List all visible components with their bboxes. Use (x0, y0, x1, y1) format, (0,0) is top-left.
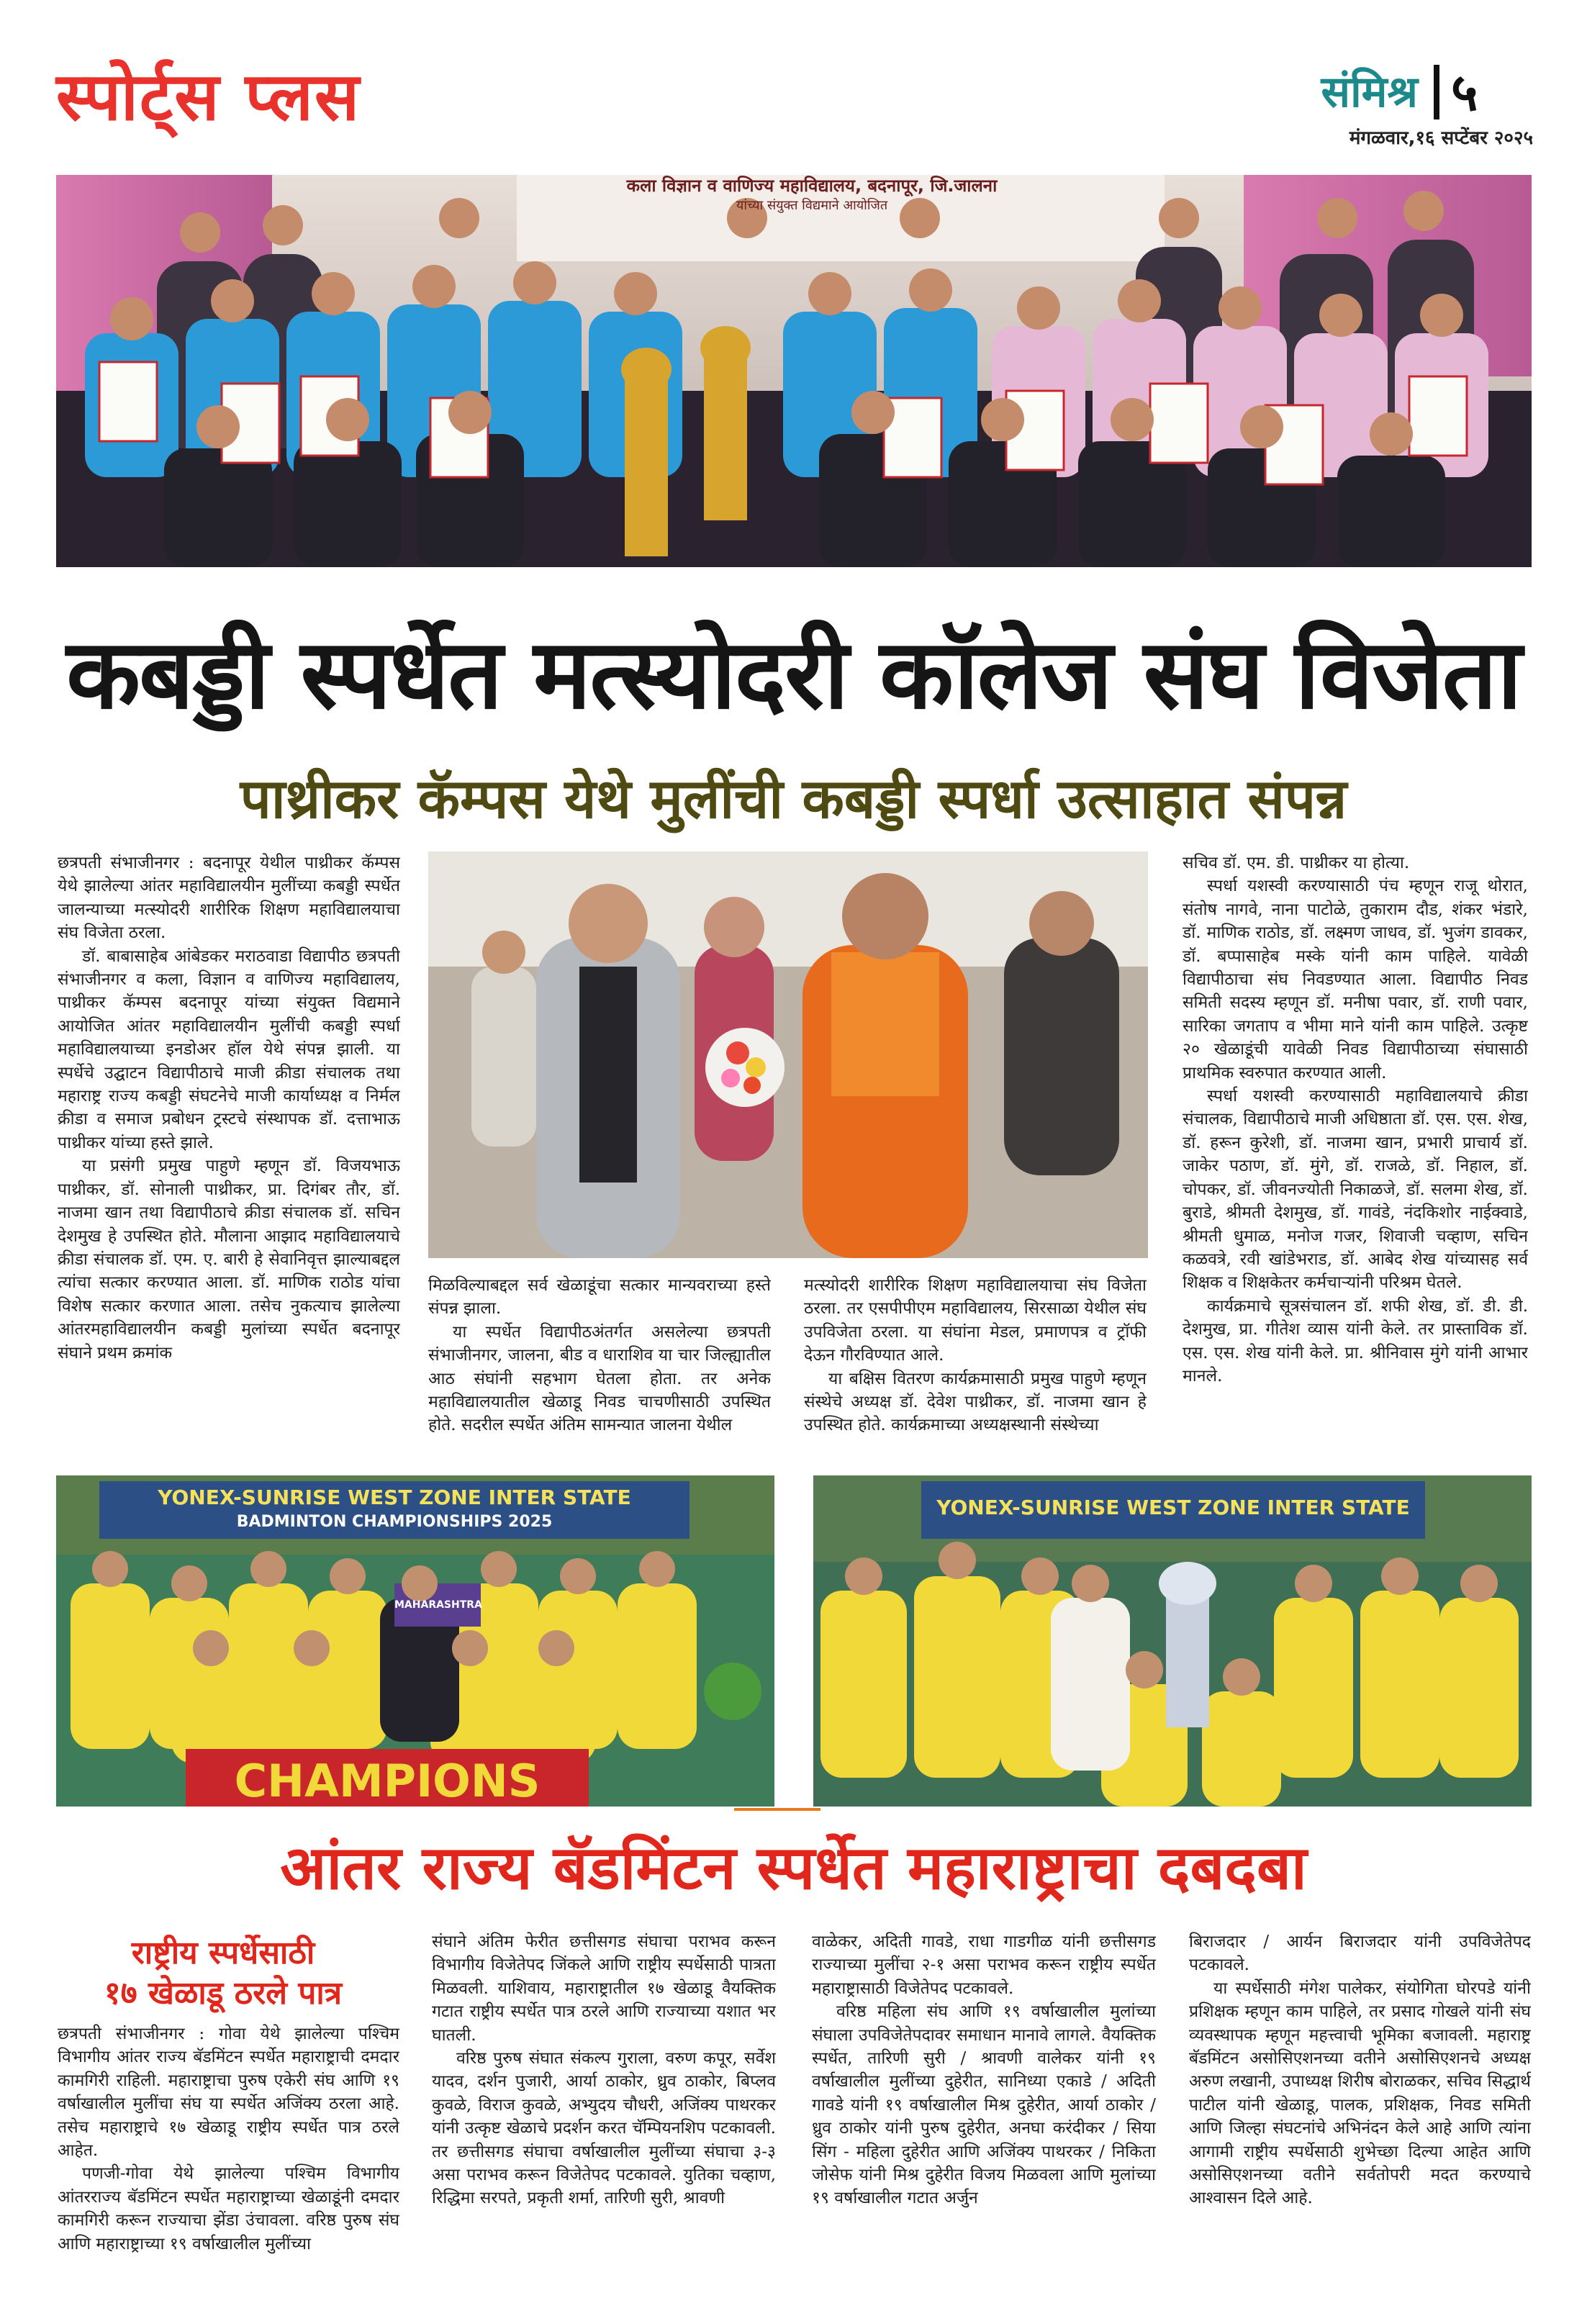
paragraph: वरिष्ठ पुरुष संघात संकल्प गुराला, वरुण कपूर, सर्वेश यादव, दर्शन पुजारी, आर्या ठाकोर, ध्रुव ठाकोर, बिप्लव कुवळे, विराज कुवळे, अभ्युदय चौधरी, अजिंक्य पाथरकर यांनी उत्कृष्ट खेळाचे प्रदर्शन करत चॅम्पियनशिप पटकावली. तर छत्तीसगड संघाचा वर्षाखालील मुलींच्या संघाचा ३-३ असा पराभव करून विजेतेपद पटकावले. युतिका चव्हाण, रिद्धिमा सरपते, प्रकृती शर्मा, तारिणी सुरी, श्रावणी (432, 2049, 776, 2208)
photo-banner-subtext: यांच्या संयुक्त विद्यमाने आयोजित (736, 198, 888, 213)
paragraph: वरिष्ठ महिला संघ आणि १९ वर्षाखालील मुलांच्या संघाला उपविजेतेपदावर समाधान मानावे लागले. वैयक्तिक स्पर्धेत, तारिणी सुरी / श्रावणी वालेकर यांनी १९ वर्षाखालील मुलींच्या दुहेरीत, सानिध्या एकाडे / अदिती गावडे यांनी १९ वर्षाखालील मिश्र दुहेरीत, आर्या ठाकोर / ध्रुव ठाकोर यांनी पुरुष दुहेरीत, अनघा करंदीकर / सिया सिंग - महिला दुहेरीत आणि अजिंक्य पाथरकर / निकिता जोसेफ यांनी मिश्र दुहेरीत विजय मिळवला आणि मुलांच्या १९ वर्षाखालील गटात अर्जुन (812, 2002, 1156, 2208)
paragraph: या स्पर्धेसाठी मंगेश पालेकर, संयोगिता घोरपडे यांनी प्रशिक्षक म्हणून काम पाहिले, तर प्रसाद गोखले यांनी संघ व्यवस्थापक म्हणून महत्त्वाची भूमिका बजावली. महाराष्ट्र बॅडमिंटन असोसिएशनच्या वतीने असोसिएशनचे अध्यक्ष अरुण लखानी, उपाध्यक्ष शिरीष बोराळकर, सचिव सिद्धार्थ पाटील यांनी खेळाडू, पालक, प्रशिक्षक, निवड समिती आणि जिल्हा संघटनांचे अभिनंदन केले आहे आणि त्यांना आगामी राष्ट्रीय स्पर्धेसाठी शुभेच्छा दिल्या आहेत आणि असोसिएशनच्या वतीने सर्वतोपरी मदत करण्याचे आश्वासन दिले आहे. (1189, 1979, 1531, 2208)
photo1-flag-text: MAHARASHTRA (394, 1599, 482, 1611)
paragraph: या बक्षिस वितरण कार्यक्रमासाठी प्रमुख पाहुणे म्हणून संस्थेचे अध्यक्ष डॉ. देवेश पाथ्रीकर, डॉ. नाजमा खान हे उपस्थित होते. कार्यक्रमाच्या अध्यक्षस्थानी संस्थेच्या (804, 1369, 1147, 1435)
paragraph: स्पर्धा यशस्वी करण्यासाठी महाविद्यालयाचे क्रीडा संचालक, विद्यापीठाचे माजी अधिष्ठाता डॉ. एस. एस. शेख, डॉ. हरून कुरेशी, डॉ. नाजमा खान, प्रभारी प्राचार्य डॉ. जाकेर पठाण, डॉ. मुंगे, डॉ. राजळे, डॉ. निहाल, डॉ. चोपकर, डॉ. जीवनज्योती निकाळजे, डॉ. सलमा शेख, डॉ. बुराडे, श्रीमती देशमुख, डॉ. गावंडे, नंदकिशोर नाईक्वाडे, श्रीमती धुमाळ, मनोज गजर, शिवाजी चव्हाण, सचिन कळवत्रे, रवी खांडेभराड, डॉ. आबेद शेख यांच्यासह सर्व शिक्षक व शिक्षकेतर कर्मचाऱ्यांनी परिश्रम घेतले. (1183, 1087, 1528, 1293)
badminton-side-headline (58, 1933, 389, 2014)
paragraph: पणजी-गोवा येथे झालेल्या पश्चिम विभागीय आंतरराज्य बॅडमिंटन स्पर्धेत महाराष्ट्राच्या खेळाडूंनी दमदार कामगिरी करून राज्याचा झेंडा उंचावला. वरिष्ठ पुरुष संघ आणि महाराष्ट्राच्या १९ वर्षाखालील मुलींच्या (58, 2164, 399, 2253)
orange-divider-line (734, 1808, 820, 1811)
badminton-champions-photo (56, 1475, 774, 1807)
story1-column-4 (1183, 851, 1528, 1449)
paragraph: स्पर्धा यशस्वी करण्यासाठी पंच म्हणून राजू थोरात, संतोष नागवे, नाना पाटोळे, तुकाराम दौड, शंकर भंडारे, डॉ. माणिक राठोड, डॉ. लक्ष्मण जाधव, डॉ. भुजंग डावकर, डॉ. बप्पासाहेब मस्के यांनी काम पाहिले. यावेळी विद्यापीठाचा संघ निवडण्यात आला. विद्यापीठ निवड समिती सदस्य म्हणून डॉ. मनीषा पवार, डॉ. राणी पवार, सारिका जगताप व भीमा माने यांनी काम पाहिले. उत्कृष्ट २० खेळाडूंची यावेळी निवड विद्यापीठाच्या संघासाठी प्राथमिक स्वरुपात करण्यात आली. (1183, 877, 1528, 1082)
paragraph: डॉ. बाबासाहेब आंबेडकर मराठवाडा विद्यापीठ छत्रपती संभाजीनगर व कला, विज्ञान व वाणिज्य महाविद्यालय, पाथ्रीकर कॅम्पस बदनापूर यांच्या संयुक्त विद्यमाने आयोजित आंतर महाविद्यालयीन मुलींची कबड्डी स्पर्धा महाविद्यालयाच्या इनडोअर हॉल येथे संपन्न झाली. या स्पर्धेचे उद्घाटन विद्यापीठाचे माजी क्रीडा संचालक तथा महाराष्ट्र राज्य कबड्डी संघटनेचे माजी कार्याध्यक्ष व निर्मल क्रीडा व समाज प्रबोधन ट्रस्टचे संस्थापक डॉ. दत्ताभाऊ पाथ्रीकर यांच्या हस्ते झाले. (58, 946, 400, 1152)
story2-column-2 (432, 1930, 776, 2303)
paragraph: कार्यक्रमाचे सूत्रसंचालन डॉ. शफी शेख, डॉ. डी. डी. देशमुख, प्रा. गीतेश व्यास यांनी केले. तर प्रास्ताविक डॉ. एस. एस. शेख यांनी केले. प्रा. श्रीनिवास मुंगे यांनी आभार मानले. (1183, 1296, 1528, 1385)
photo1-banner-text: YONEX-SUNRISE WEST ZONE INTER STATE (158, 1486, 631, 1509)
page-number: ५ (1451, 62, 1478, 122)
felicitation-photo (428, 851, 1148, 1258)
story1-column-2 (428, 1274, 771, 1450)
side-headline-line-2: १७ खेळाडू ठरले पात्र (104, 1975, 343, 2012)
photo2-banner-text: YONEX-SUNRISE WEST ZONE INTER STATE (936, 1496, 1410, 1519)
paragraph: बिराजदार / आर्यन बिराजदार यांनी उपविजेतेपद पटकावले. (1189, 1932, 1531, 1975)
story2-column-4 (1189, 1930, 1531, 2303)
issue-date: मंगळवार,१६ सप्टेंबर २०२५ (1349, 127, 1533, 149)
masthead-title: स्पोर्ट्स प्लस (56, 58, 361, 135)
story1-column-3 (804, 1274, 1147, 1450)
paragraph: मत्स्योदरी शारीरिक शिक्षण महाविद्यालयाचा संघ विजेता ठरला. तर एसपीपीएम महाविद्यालय, सिरसाळा येथील संघ उपविजेता ठरला. या संघांना मेडल, प्रमाणपत्र व ट्रॉफी देऊन गौरविण्यात आले. (804, 1276, 1147, 1365)
badminton-trophy-photo (813, 1475, 1532, 1807)
paragraph: या स्पर्धेत विद्यापीठअंतर्गत असलेल्या छत्रपती संभाजीनगर, जालना, बीड व धाराशिव या चार जिल्ह्यातील आठ संघांनी सहभाग घेतला होता. तर अनेक महाविद्यालयातील खेळाडू निवड चाचणीसाठी उपस्थित होते. सदरील स्पर्धेत अंतिम सामन्यात जालना येथील (428, 1322, 771, 1435)
photo1-banner-subtext: BADMINTON CHAMPIONSHIPS 2025 (236, 1513, 553, 1531)
paragraph: छत्रपती संभाजीनगर : गोवा येथे झालेल्या पश्चिम विभागीय आंतर राज्य बॅडमिंटन स्पर्धेत महाराष्ट्राची दमदार कामगिरी राहिली. महाराष्ट्राचा पुरुष एकेरी संघ आणि १९ वर्षाखालील मुलींचा संघ या स्पर्धेत अजिंक्य ठरला आहे. तसेच महाराष्ट्राचे १७ खेळाडू राष्ट्रीय स्पर्धेत पात्र ठरले आहेत. (58, 2025, 399, 2161)
paragraph: सचिव डॉ. एम. डी. पाथ्रीकर या होत्या. (1183, 854, 1410, 872)
masthead-section-block (1274, 56, 1533, 128)
story2-column-3 (812, 1930, 1156, 2303)
side-headline-line-1: राष्ट्रीय स्पर्धेसाठी (131, 1935, 315, 1971)
paragraph: मिळविल्याबद्दल सर्व खेळाडूंचा सत्कार मान्यवराच्या हस्ते संपन्न झाला. (428, 1276, 771, 1319)
paragraph: या प्रसंगी प्रमुख पाहुणे म्हणून डॉ. विजयभाऊ पाथ्रीकर, डॉ. सोनाली पाथ्रीकर, प्रा. दिगंबर तौर, डॉ. नाजमा खान तथा विद्यापीठाचे क्रीडा संचालक डॉ. सचिन देशमुख हे उपस्थित होते. मौलाना आझाद महाविद्यालयाचे क्रीडा संचालक डॉ. एम. ए. बारी हे सेवानिवृत्त झाल्याबद्दल त्यांचा सत्कार करण्यात आला. डॉ. माणिक राठोड यांचा विशेष सत्कार करणात आला. तसेच नुकत्याच झालेल्या आंतरमहाविद्यालयीन कबड्डी मुलांच्या स्पर्धेत बदनापूर संघाने प्रथम क्रमांक (58, 1157, 400, 1362)
photo-banner-text: कला विज्ञान व वाणिज्य महाविद्यालय, बदनापूर, जि.जालना (626, 176, 998, 196)
paragraph: संघाने अंतिम फेरीत छत्तीसगड संघाचा पराभव करून विभागीय विजेतेपद जिंकले आणि राष्ट्रीय स्पर्धेसाठी पात्रता मिळवली. याशिवाय, महाराष्ट्रातील १७ खेळाडू वैयक्तिक गटात राष्ट्रीय स्पर्धेत पात्र ठरले आणि राज्याच्या यशात भर घातली. (432, 1932, 776, 2045)
section-name: संमिश्र (1321, 67, 1418, 117)
paragraph: छत्रपती संभाजीनगर : बदनापूर येथील पाथ्रीकर कॅम्पस येथे झालेल्या आंतर महाविद्यालयीन मुलींच्या कबड्डी स्पर्धेत जालन्याच्या मत्स्योदरी शारीरिक शिक्षण महाविद्यालयाचा संघ विजेता ठरला. (58, 854, 400, 943)
photo1-board-text: CHAMPIONS (234, 1755, 541, 1807)
masthead-divider (1434, 65, 1439, 119)
story1-column-1 (58, 851, 400, 1449)
main-headline: कबड्डी स्पर्धेत मत्स्योदरी कॉलेज संघ विजेता (66, 618, 1521, 731)
main-subhead: पाथ्रीकर कॅम्पस येथे मुलींची कबड्डी स्पर्धा उत्साहात संपन्न (240, 767, 1347, 831)
paragraph: वाळेकर, अदिती गावडे, राधा गाडगीळ यांनी छत्तीसगड राज्याच्या मुलींचा २-१ असा पराभव करून राष्ट्रीय स्पर्धेत महाराष्ट्रासाठी विजेतेपद पटकावले. (812, 1932, 1156, 1998)
kabaddi-team-photo (56, 175, 1532, 567)
story2-column-1 (58, 2022, 399, 2303)
badminton-headline: आंतर राज्य बॅडमिंटन स्पर्धेत महाराष्ट्राचा दबदबा (280, 1832, 1307, 1903)
